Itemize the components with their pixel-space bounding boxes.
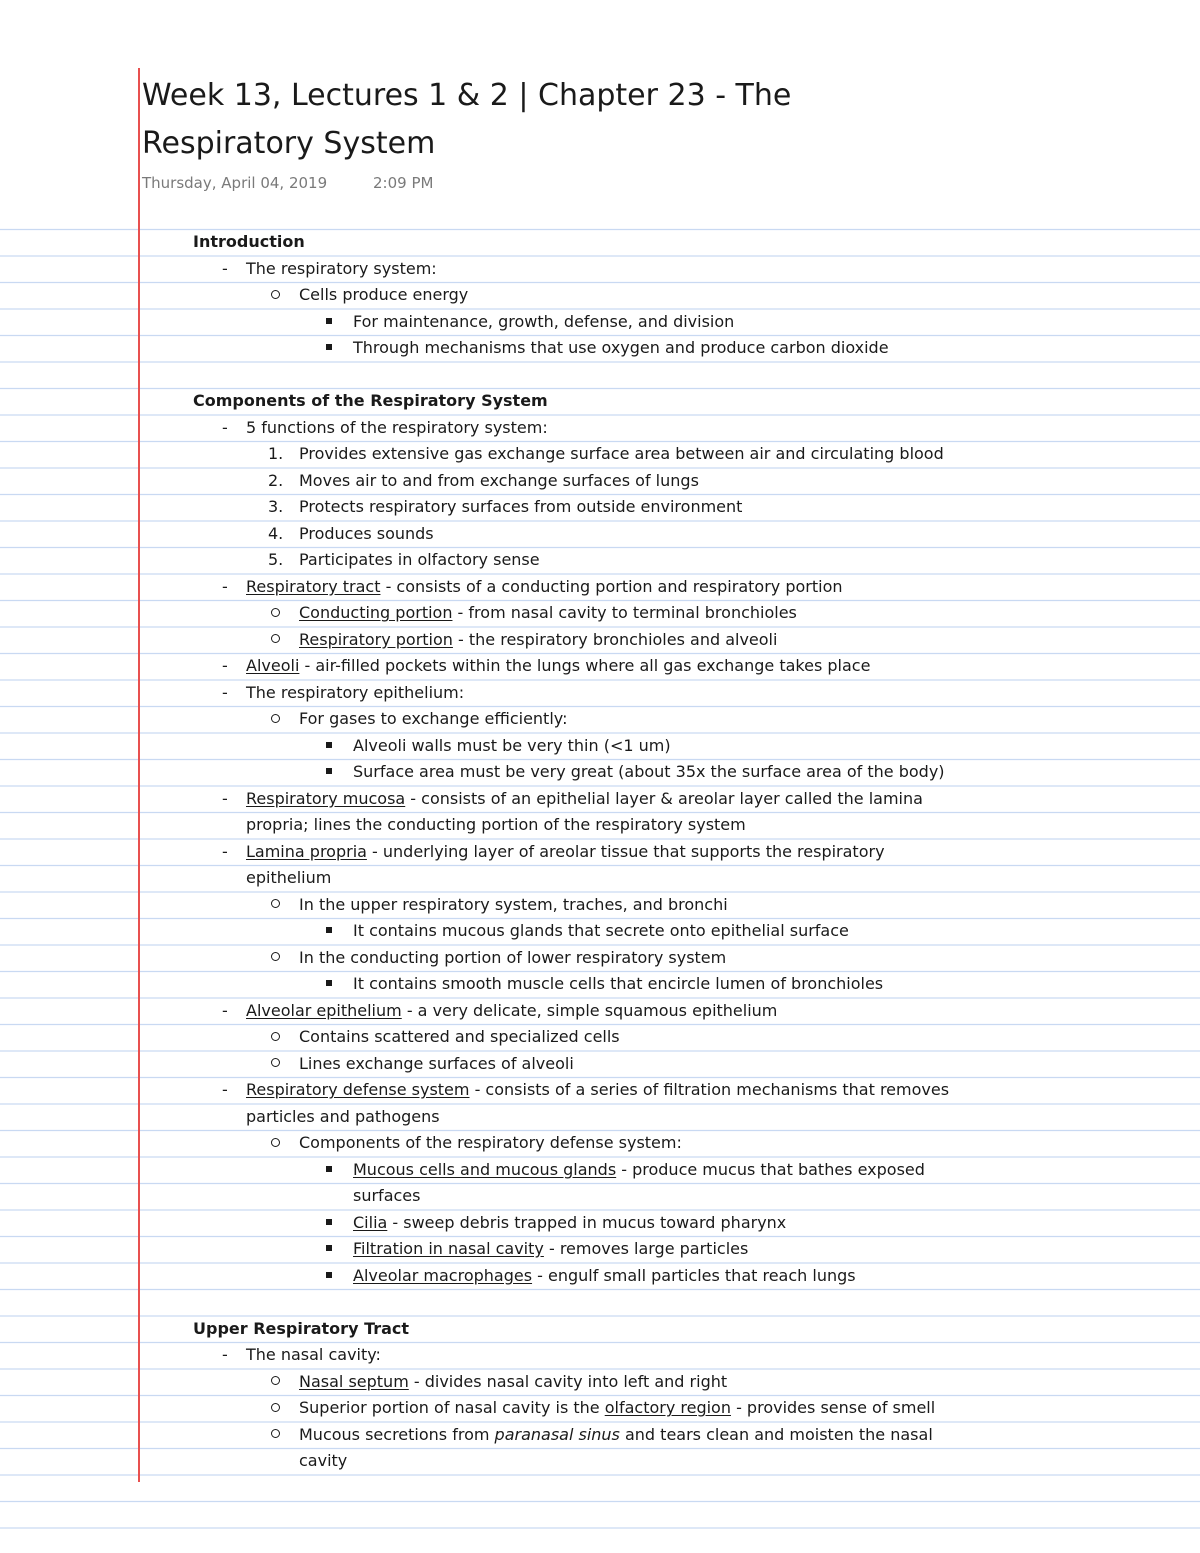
circle-bullet-icon	[271, 1395, 280, 1422]
text-segment: Alveoli walls must be very thin (<1 um)	[353, 735, 671, 755]
circle-bullet-icon	[271, 1369, 280, 1396]
underlined-term: Lamina propria	[246, 841, 367, 861]
text-segment: Components of the respiratory defense system:	[299, 1133, 682, 1152]
circle-bullet-icon	[271, 1130, 280, 1157]
underlined-term: Respiratory defense system	[246, 1080, 470, 1099]
circle-bullet-icon	[271, 1422, 280, 1449]
text-segment: epithelium	[246, 868, 332, 887]
line-text	[193, 229, 305, 256]
underlined-term: olfactory region	[604, 1398, 731, 1417]
text-segment: Surface area must be very great (about 35x the surface area of the body)	[353, 762, 945, 781]
square-bullet-icon	[326, 1157, 332, 1184]
underlined-term: Respiratory portion	[299, 629, 453, 649]
line-text	[353, 1210, 786, 1237]
text-segment: - divides nasal cavity into left and right	[408, 1371, 728, 1391]
line-text	[353, 1157, 925, 1184]
text-segment: - the respiratory bronchioles and alveoli	[452, 629, 778, 649]
line-text	[246, 653, 870, 680]
text-segment: The nasal cavity:	[246, 1345, 381, 1364]
line-text	[353, 309, 734, 336]
line-text	[299, 892, 728, 919]
text-segment: For gases to exchange efficiently:	[299, 709, 568, 728]
square-bullet-icon	[326, 1263, 332, 1290]
line-text	[299, 1395, 935, 1422]
text-segment: Moves air to and from exchange surfaces of lungs	[299, 470, 699, 490]
line-text	[246, 998, 777, 1025]
text-segment: Produces sounds	[299, 523, 434, 543]
text-segment: Cells produce energy	[299, 285, 469, 304]
text-segment: - from nasal cavity to terminal bronchioles	[452, 603, 797, 622]
dash-bullet: -	[222, 417, 228, 437]
line-text	[299, 468, 699, 495]
line-text	[299, 1130, 682, 1157]
text-segment: particles and pathogens	[246, 1106, 440, 1126]
square-bullet-icon	[326, 733, 332, 760]
text-segment: For maintenance, growth, defense, and division	[353, 311, 735, 331]
text-segment: - provides sense of smell	[730, 1398, 936, 1417]
line-text	[299, 547, 540, 574]
page-date: Thursday, April 04, 2019	[142, 174, 328, 192]
list-number: 3.	[268, 497, 284, 516]
circle-bullet-icon	[271, 945, 280, 972]
text-segment: Through mechanisms that use oxygen and produce carbon dioxide	[353, 338, 889, 357]
underlined-term: Alveolar epithelium	[246, 1000, 402, 1020]
line-text	[353, 759, 945, 786]
line-text	[246, 574, 843, 601]
text-segment: - air-filled pockets within the lungs where all gas exchange takes place	[299, 656, 871, 675]
text-segment: Upper Respiratory Tract	[193, 1318, 410, 1338]
text-segment: In the upper respiratory system, traches, and bronchi	[299, 894, 728, 914]
text-segment: Components of the Respiratory System	[193, 391, 548, 410]
text-segment: Superior portion of nasal cavity is the	[299, 1398, 605, 1417]
page-time: 2:09 PM	[373, 174, 434, 192]
list-number: 1.	[268, 444, 284, 463]
line-text	[299, 627, 777, 654]
circle-bullet-icon	[271, 706, 280, 733]
text-segment: Mucous secretions from	[299, 1424, 495, 1444]
italic-term: paranasal sinus	[494, 1424, 620, 1444]
text-segment: It contains mucous glands that secrete onto epithelial surface	[353, 921, 849, 940]
dash-bullet: -	[222, 682, 228, 702]
circle-bullet-icon	[271, 892, 280, 919]
line-text	[246, 680, 464, 707]
underlined-term: Cilia	[353, 1212, 388, 1232]
text-segment: The respiratory system:	[246, 258, 437, 278]
text-segment: propria; lines the conducting portion of the respiratory system	[246, 815, 746, 834]
square-bullet-icon	[326, 309, 332, 336]
line-text	[246, 1342, 381, 1369]
text-segment: In the conducting portion of lower respiratory system	[299, 947, 727, 967]
text-segment: Participates in olfactory sense	[299, 550, 540, 569]
line-text	[299, 945, 726, 972]
underlined-term: Filtration in nasal cavity	[353, 1239, 544, 1258]
dash-bullet: -	[222, 258, 228, 278]
line-text	[353, 918, 849, 945]
text-segment: - engulf small particles that reach lungs	[532, 1265, 856, 1285]
line-text	[246, 1077, 949, 1104]
square-bullet-icon	[326, 1210, 332, 1237]
text-segment: It contains smooth muscle cells that encircle lumen of bronchioles	[353, 974, 884, 993]
text-segment: Protects respiratory surfaces from outside environment	[299, 497, 743, 516]
line-text	[299, 600, 797, 627]
line-text	[299, 706, 567, 733]
list-number: 2.	[268, 470, 284, 490]
circle-bullet-icon	[271, 1024, 280, 1051]
line-text	[353, 1236, 748, 1263]
line-text	[246, 1104, 440, 1131]
text-segment: surfaces	[353, 1186, 421, 1205]
text-segment: Introduction	[193, 232, 305, 251]
circle-bullet-icon	[271, 627, 280, 654]
line-text	[246, 415, 548, 442]
line-text	[353, 1183, 420, 1210]
text-segment: - produce mucus that bathes exposed	[616, 1159, 925, 1179]
text-segment: and tears clean and moisten the nasal	[619, 1424, 933, 1444]
underlined-term: Respiratory tract	[246, 576, 381, 596]
text-segment: Contains scattered and specialized cells	[299, 1027, 620, 1046]
underlined-term: Nasal septum	[299, 1371, 409, 1391]
line-text	[246, 812, 746, 839]
text-segment: - underlying layer of areolar tissue that supports the respiratory	[366, 841, 885, 861]
line-text	[299, 1422, 933, 1449]
underlined-term: Alveoli	[246, 656, 300, 675]
circle-bullet-icon	[271, 1051, 280, 1078]
square-bullet-icon	[326, 759, 332, 786]
text-segment: Lines exchange surfaces of alveoli	[299, 1053, 574, 1073]
line-text	[193, 388, 548, 415]
line-text	[353, 1263, 856, 1290]
line-text	[299, 494, 742, 521]
line-text	[299, 282, 468, 309]
line-text	[246, 256, 437, 283]
square-bullet-icon	[326, 335, 332, 362]
text-segment: The respiratory epithelium:	[246, 682, 465, 702]
square-bullet-icon	[326, 918, 332, 945]
underlined-term: Mucous cells and mucous glands	[353, 1159, 617, 1179]
dash-bullet: -	[222, 1000, 228, 1020]
line-text	[299, 1051, 574, 1078]
list-number: 5.	[268, 550, 284, 569]
circle-bullet-icon	[271, 600, 280, 627]
line-text	[299, 1024, 620, 1051]
square-bullet-icon	[326, 1236, 332, 1263]
dash-bullet: -	[222, 576, 228, 596]
line-text	[246, 786, 923, 813]
text-segment: Provides extensive gas exchange surface area between air and circulating blood	[299, 444, 944, 463]
dash-bullet: -	[222, 1345, 228, 1364]
line-text	[299, 1448, 347, 1475]
text-segment: - removes large particles	[543, 1239, 749, 1258]
text-segment: - sweep debris trapped in mucus toward pharynx	[387, 1212, 787, 1232]
page-title: Week 13, Lectures 1 & 2 | Chapter 23 - The Respiratory System	[142, 78, 792, 161]
text-segment: - consists of an epithelial layer & areolar layer called the lamina	[405, 788, 923, 808]
text-segment: - consists of a conducting portion and respiratory portion	[380, 576, 843, 596]
underlined-term: Alveolar macrophages	[353, 1265, 533, 1285]
line-text	[353, 733, 671, 760]
line-text	[246, 865, 331, 892]
underlined-term: Conducting portion	[299, 603, 453, 622]
line-text	[299, 441, 944, 468]
text-segment: - a very delicate, simple squamous epithelium	[401, 1000, 778, 1020]
dash-bullet: -	[222, 656, 228, 675]
text-segment: cavity	[299, 1451, 348, 1470]
list-number: 4.	[268, 523, 284, 543]
line-text	[299, 1369, 727, 1396]
line-text	[299, 521, 434, 548]
line-text	[246, 839, 885, 866]
line-text	[353, 971, 883, 998]
square-bullet-icon	[326, 971, 332, 998]
dash-bullet: -	[222, 841, 228, 861]
dash-bullet: -	[222, 1080, 228, 1099]
line-text	[353, 335, 889, 362]
text-segment: - consists of a series of filtration mechanisms that removes	[469, 1080, 950, 1099]
underlined-term: Respiratory mucosa	[246, 788, 406, 808]
text-segment: 5 functions of the respiratory system:	[246, 417, 548, 437]
line-text	[193, 1316, 409, 1343]
circle-bullet-icon	[271, 282, 280, 309]
dash-bullet: -	[222, 788, 228, 808]
